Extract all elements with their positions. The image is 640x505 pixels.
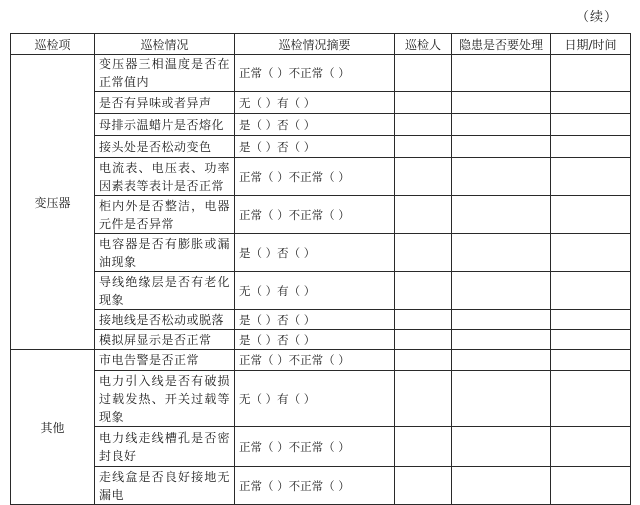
inspector-cell[interactable] <box>395 92 452 114</box>
datetime-cell[interactable] <box>551 136 631 158</box>
inspector-cell[interactable] <box>395 310 452 330</box>
datetime-cell[interactable] <box>551 92 631 114</box>
inspector-cell[interactable] <box>395 136 452 158</box>
datetime-cell[interactable] <box>551 114 631 136</box>
header-category: 巡检项 <box>11 34 95 55</box>
item-cell: 接头处是否松动变色 <box>95 136 235 158</box>
inspector-cell[interactable] <box>395 330 452 350</box>
table-row <box>11 350 631 371</box>
item-cell: 模拟屏显示是否正常 <box>95 330 235 350</box>
summary-cell[interactable]: 是（ ）否（ ） <box>235 136 395 158</box>
header-hazard: 隐患是否要处理 <box>452 34 551 55</box>
summary-cell[interactable]: 是（ ）否（ ） <box>235 310 395 330</box>
item-cell: 电力线走线槽孔是否密封良好 <box>95 427 235 467</box>
hazard-cell[interactable] <box>452 371 551 427</box>
item-cell: 接地线是否松动或脱落 <box>95 310 235 330</box>
inspector-cell[interactable] <box>395 55 452 92</box>
hazard-cell[interactable] <box>452 234 551 272</box>
hazard-cell[interactable] <box>452 427 551 467</box>
table-row <box>11 330 631 350</box>
item-cell: 母排示温蜡片是否熔化 <box>95 114 235 136</box>
table-row <box>11 158 631 196</box>
inspector-cell[interactable] <box>395 196 452 234</box>
hazard-cell[interactable] <box>452 158 551 196</box>
summary-cell[interactable]: 正常（ ）不正常（ ） <box>235 467 395 505</box>
table-row <box>11 55 631 92</box>
datetime-cell[interactable] <box>551 234 631 272</box>
header-summary: 巡检情况摘要 <box>235 34 395 55</box>
item-cell: 市电告警是否正常 <box>95 350 235 371</box>
summary-cell[interactable]: 正常（ ）不正常（ ） <box>235 55 395 92</box>
inspector-cell[interactable] <box>395 158 452 196</box>
table-row <box>11 136 631 158</box>
datetime-cell[interactable] <box>551 158 631 196</box>
category-cell-transformer: 变压器 <box>11 55 95 350</box>
item-cell: 电力引入线是否有破损过载发热、开关过载等现象 <box>95 371 235 427</box>
datetime-cell[interactable] <box>551 350 631 371</box>
inspector-cell[interactable] <box>395 427 452 467</box>
item-cell: 是否有异味或者异声 <box>95 92 235 114</box>
table-row <box>11 371 631 427</box>
summary-cell[interactable]: 是（ ）否（ ） <box>235 330 395 350</box>
category-cell-other: 其他 <box>11 350 95 505</box>
hazard-cell[interactable] <box>452 350 551 371</box>
summary-cell[interactable]: 正常（ ）不正常（ ） <box>235 427 395 467</box>
item-cell: 柜内外是否整洁，电器元件是否异常 <box>95 196 235 234</box>
hazard-cell[interactable] <box>452 310 551 330</box>
summary-cell[interactable]: 是（ ）否（ ） <box>235 114 395 136</box>
item-cell: 走线盒是否良好接地无漏电 <box>95 467 235 505</box>
inspector-cell[interactable] <box>395 467 452 505</box>
summary-cell[interactable]: 正常（ ）不正常（ ） <box>235 158 395 196</box>
continued-label: （续） <box>575 10 618 25</box>
inspection-table <box>10 33 631 505</box>
hazard-cell[interactable] <box>452 92 551 114</box>
datetime-cell[interactable] <box>551 272 631 310</box>
inspector-cell[interactable] <box>395 272 452 310</box>
hazard-cell[interactable] <box>452 467 551 505</box>
table-row <box>11 234 631 272</box>
hazard-cell[interactable] <box>452 196 551 234</box>
item-cell: 导线绝缘层是否有老化现象 <box>95 272 235 310</box>
summary-cell[interactable]: 是（ ）否（ ） <box>235 234 395 272</box>
table-row <box>11 92 631 114</box>
header-row <box>11 34 631 55</box>
hazard-cell[interactable] <box>452 55 551 92</box>
datetime-cell[interactable] <box>551 467 631 505</box>
hazard-cell[interactable] <box>452 272 551 310</box>
hazard-cell[interactable] <box>452 330 551 350</box>
summary-cell[interactable]: 无（ ）有（ ） <box>235 371 395 427</box>
header-datetime: 日期/时间 <box>551 34 631 55</box>
summary-cell[interactable]: 正常（ ）不正常（ ） <box>235 350 395 371</box>
item-cell: 变压器三相温度是否在正常值内 <box>95 55 235 92</box>
datetime-cell[interactable] <box>551 427 631 467</box>
inspector-cell[interactable] <box>395 371 452 427</box>
table-row <box>11 196 631 234</box>
datetime-cell[interactable] <box>551 330 631 350</box>
datetime-cell[interactable] <box>551 55 631 92</box>
summary-cell[interactable]: 正常（ ）不正常（ ） <box>235 196 395 234</box>
hazard-cell[interactable] <box>452 114 551 136</box>
table-row <box>11 427 631 467</box>
datetime-cell[interactable] <box>551 371 631 427</box>
datetime-cell[interactable] <box>551 196 631 234</box>
summary-cell[interactable]: 无（ ）有（ ） <box>235 92 395 114</box>
inspector-cell[interactable] <box>395 114 452 136</box>
item-cell: 电流表、电压表、功率因素表等表计是否正常 <box>95 158 235 196</box>
datetime-cell[interactable] <box>551 310 631 330</box>
table-row <box>11 467 631 505</box>
inspector-cell[interactable] <box>395 234 452 272</box>
hazard-cell[interactable] <box>452 136 551 158</box>
header-inspector: 巡检人 <box>395 34 452 55</box>
table-row <box>11 310 631 330</box>
header-item: 巡检情况 <box>95 34 235 55</box>
table-row <box>11 272 631 310</box>
summary-cell[interactable]: 无（ ）有（ ） <box>235 272 395 310</box>
item-cell: 电容器是否有膨胀或漏油现象 <box>95 234 235 272</box>
inspector-cell[interactable] <box>395 350 452 371</box>
table-row <box>11 114 631 136</box>
